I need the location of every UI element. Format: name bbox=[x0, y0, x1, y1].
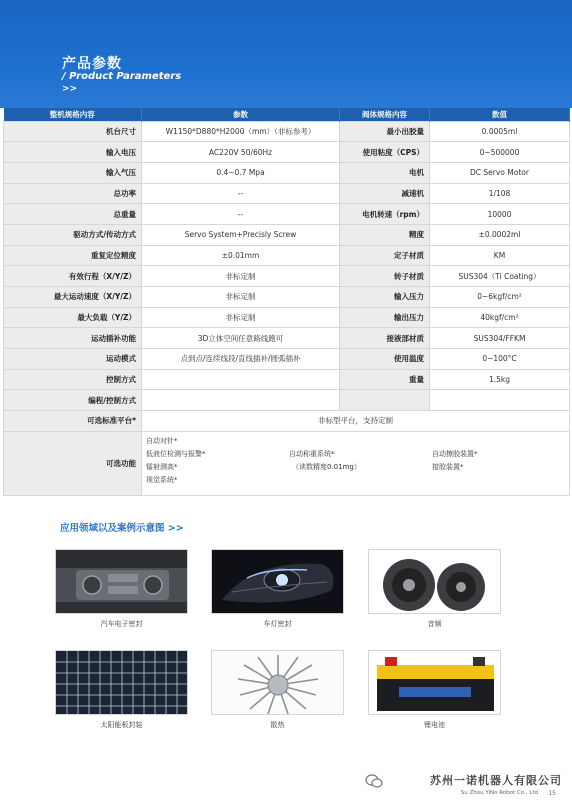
table-row bbox=[4, 162, 570, 183]
function-auto-wipe: 自动擦胶装置* bbox=[432, 449, 478, 458]
function-vision-system: 视觉系统* bbox=[146, 475, 178, 484]
parameters-table bbox=[3, 108, 570, 496]
table-row bbox=[4, 307, 570, 328]
row-label: 总重量 bbox=[4, 204, 142, 225]
row-label: 有效行程（X/Y/Z） bbox=[4, 266, 142, 287]
gallery-item-heat-sink bbox=[211, 650, 344, 730]
row-label: 精度 bbox=[340, 224, 430, 245]
row-value: -- bbox=[142, 204, 340, 225]
gallery-caption: 车灯密封 bbox=[263, 620, 292, 628]
row-label: 重量 bbox=[340, 369, 430, 390]
row-label: 输出压力 bbox=[340, 307, 430, 328]
row-label: 使用温度 bbox=[340, 349, 430, 370]
company-name: 苏州一诺机器人有限公司 bbox=[430, 774, 562, 787]
gallery-caption: 太阳能板封装 bbox=[100, 721, 143, 729]
functions-row bbox=[4, 431, 570, 495]
table-header-row bbox=[4, 108, 570, 121]
row-value: AC220V 50/60Hz bbox=[142, 142, 340, 163]
gallery-item-battery bbox=[368, 650, 501, 730]
row-label: 控制方式 bbox=[4, 369, 142, 390]
page-number: 15 bbox=[548, 790, 556, 797]
row-value: 1/108 bbox=[430, 183, 570, 204]
page-title: 产品参数 bbox=[62, 56, 122, 72]
gallery-caption: 汽车电子密封 bbox=[100, 620, 143, 628]
company-name-en: Su Zhou YiNo Robot Co., Ltd bbox=[460, 790, 538, 796]
row-label: 最大运动速度（X/Y/Z） bbox=[4, 287, 142, 308]
row-value: 非标定制 bbox=[142, 287, 340, 308]
row-label: 最大负载（Y/Z） bbox=[4, 307, 142, 328]
gallery-item-headlight bbox=[211, 549, 344, 629]
row-label: 输入压力 bbox=[340, 287, 430, 308]
table-row bbox=[4, 121, 570, 142]
table-row bbox=[4, 183, 570, 204]
headlight-image bbox=[211, 549, 344, 614]
row-value: ±0.0002ml bbox=[430, 224, 570, 245]
row-value: Servo System+Precisly Screw bbox=[142, 224, 340, 245]
row-label: 电机转速（rpm） bbox=[340, 204, 430, 225]
row-label: 机台尺寸 bbox=[4, 121, 142, 142]
page-subtitle: / Product Parameters bbox=[62, 71, 182, 82]
header-parameter: 参数 bbox=[142, 108, 340, 121]
row-label: 驱动方式/传动方式 bbox=[4, 224, 142, 245]
row-label: 输入气压 bbox=[4, 162, 142, 183]
wechat-icon bbox=[365, 774, 383, 791]
function-laser-height: 镭射测高* bbox=[146, 462, 178, 471]
auto-electronics-image bbox=[55, 549, 188, 614]
row-value: 40kgf/cm² bbox=[430, 307, 570, 328]
header-chevrons: >> bbox=[62, 84, 78, 94]
row-label: 使用粘度（CPS） bbox=[340, 142, 430, 163]
row-label: 电机 bbox=[340, 162, 430, 183]
row-value: 点到点/连续线段/直线插补/圆弧插补 bbox=[142, 349, 340, 370]
function-auto-needle-align: 自动对针* bbox=[146, 436, 178, 445]
functions-list bbox=[142, 431, 570, 495]
row-value: SUS304/FFKM bbox=[430, 328, 570, 349]
table-row bbox=[4, 349, 570, 370]
row-value: 0~500000 bbox=[430, 142, 570, 163]
row-value: DC Servo Motor bbox=[430, 162, 570, 183]
table-row bbox=[4, 328, 570, 349]
row-value: 非标定制 bbox=[142, 307, 340, 328]
row-value: 0.4~0.7 Mpa bbox=[142, 162, 340, 183]
row-value bbox=[142, 369, 340, 390]
applications-title: 应用领域以及案例示意图 >> bbox=[60, 523, 184, 534]
row-label: 运动插补功能 bbox=[4, 328, 142, 349]
platform-row bbox=[4, 411, 570, 432]
row-label: 重复定位精度 bbox=[4, 245, 142, 266]
gallery-item-solar bbox=[55, 650, 188, 730]
row-label: 减速机 bbox=[340, 183, 430, 204]
table-row bbox=[4, 266, 570, 287]
function-weighing-precision: （读数精度0.01mg） bbox=[292, 462, 361, 471]
row-label: 输入电压 bbox=[4, 142, 142, 163]
table-row bbox=[4, 245, 570, 266]
row-label: 总功率 bbox=[4, 183, 142, 204]
row-value: W1150*D880*H2000（mm）（非标参考） bbox=[142, 121, 340, 142]
row-value bbox=[430, 390, 570, 411]
function-auto-weighing: 自动称重系统* bbox=[289, 449, 335, 458]
functions-label: 可选功能 bbox=[4, 431, 142, 495]
function-low-level-alarm: 低液位检测与报警* bbox=[146, 449, 206, 458]
gallery-item-auto-electronics bbox=[55, 549, 188, 629]
row-value: 0.0005ml bbox=[430, 121, 570, 142]
platform-value: 非标型平台，支持定制 bbox=[142, 411, 570, 432]
row-value: 1.5kg bbox=[430, 369, 570, 390]
audio-image bbox=[368, 549, 501, 614]
heat-sink-image bbox=[211, 650, 344, 715]
row-value: 0~6kgf/cm² bbox=[430, 287, 570, 308]
row-value: 10000 bbox=[430, 204, 570, 225]
row-value: ±0.01mm bbox=[142, 245, 340, 266]
page-header bbox=[0, 0, 572, 108]
row-label: 运动模式 bbox=[4, 349, 142, 370]
row-label: 定子材质 bbox=[340, 245, 430, 266]
header-valve-spec: 阀体规格内容 bbox=[340, 108, 430, 121]
row-value: 非标定制 bbox=[142, 266, 340, 287]
row-value: KM bbox=[430, 245, 570, 266]
row-value: -- bbox=[142, 183, 340, 204]
table-row bbox=[4, 369, 570, 390]
row-value: SUS304（Ti Coating） bbox=[430, 266, 570, 287]
row-label: 编程/控制方式 bbox=[4, 390, 142, 411]
gallery-caption: 散热 bbox=[270, 721, 285, 729]
row-label: 转子材质 bbox=[340, 266, 430, 287]
gallery-caption: 锂电池 bbox=[424, 721, 445, 729]
table-row bbox=[4, 224, 570, 245]
row-value bbox=[142, 390, 340, 411]
row-value: 3D立体空间任意路线跑可 bbox=[142, 328, 340, 349]
table-row bbox=[4, 142, 570, 163]
table-row bbox=[4, 390, 570, 411]
battery-image bbox=[368, 650, 501, 715]
table-row bbox=[4, 204, 570, 225]
gallery-caption: 音频 bbox=[427, 620, 442, 628]
solar-panel-image bbox=[55, 650, 188, 715]
function-glue-catcher: 接胶装置* bbox=[432, 462, 464, 471]
row-label: 接液部材质 bbox=[340, 328, 430, 349]
header-value: 数值 bbox=[430, 108, 570, 121]
row-label bbox=[340, 390, 430, 411]
gallery-item-audio bbox=[368, 549, 501, 629]
row-label: 最小出胶量 bbox=[340, 121, 430, 142]
row-value: 0~100°C bbox=[430, 349, 570, 370]
header-machine-spec: 整机规格内容 bbox=[4, 108, 142, 121]
table-row bbox=[4, 287, 570, 308]
platform-label: 可选标准平台* bbox=[4, 411, 142, 432]
